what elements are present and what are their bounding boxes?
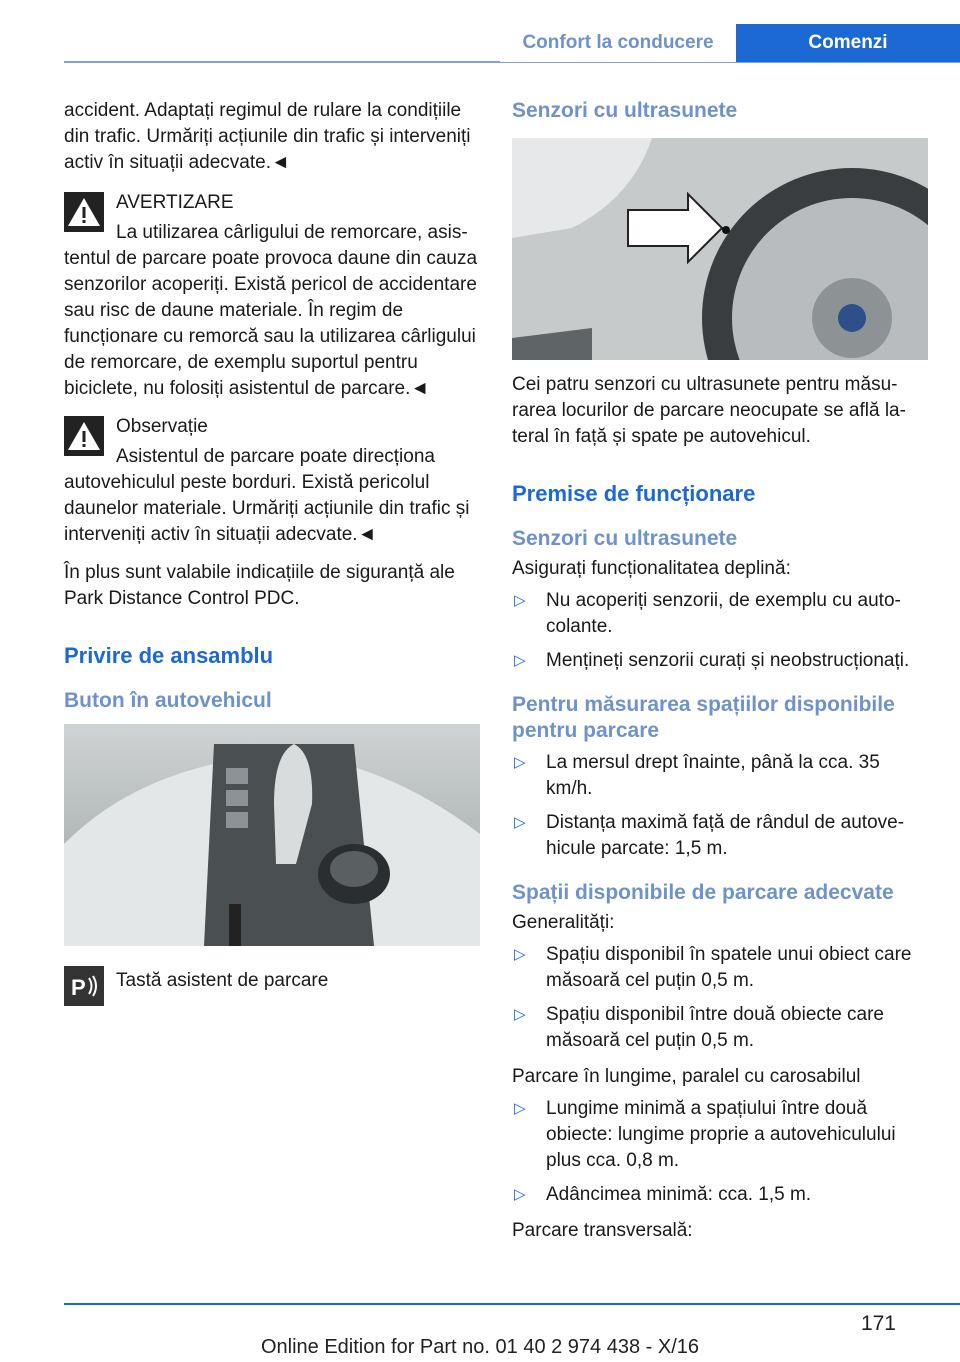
footer-edition: Online Edition for Part no. 01 40 2 974 438 - X/16 (260, 1336, 700, 1358)
sensor-photo (512, 138, 928, 360)
notice-block (64, 414, 480, 548)
button-caption-row (64, 966, 480, 1000)
parking-assistant-icon (64, 966, 104, 1006)
list-item: ▷ Adâncimea minimă: cca. 1,5 m. (512, 1182, 928, 1208)
warning-title: AVERTIZARE (116, 192, 234, 213)
notice-title: Observație (116, 416, 208, 437)
sensors-text: Cei patru senzori cu ultrasunete pentru măsurarea locurilor de parcare neocupate se află lateral în față și spate pe autovehicul. (512, 374, 906, 447)
list-item: ▷ Lungime minimă a spațiului între două obiecte: lungime proprie a autovehiculului plus cca. 0,8 m. (514, 1098, 896, 1171)
triangle-bullet-icon: ▷ (514, 814, 526, 831)
overview-heading: Privire de ansamblu (64, 643, 274, 668)
warning-block (64, 190, 480, 402)
button-caption: Tastă asistent de parcare (116, 970, 329, 991)
spaces-heading: Spații disponibile de parcare adecvate (512, 881, 894, 904)
list-item: ▷ Spațiu disponibil între două obiecte care măsoară cel puțin 0,5 m. (514, 1004, 885, 1051)
button-heading: Buton în autovehicul (64, 689, 272, 712)
notice-body: Asistentul de parcare poate direcționa autovehiculul peste borduri. Există pericolul daunelor materiale. Urmăriți acțiunile din trafic și interveniți activ în situații adecvate.◄ (64, 446, 470, 545)
list-item: ▷ Spațiu disponibil în spatele unui obiect care măsoară cel puțin 0,5 m. (514, 944, 912, 991)
list-item: ▷ Distanța maximă față de rândul de autovehicule parcate: 1,5 m. (514, 812, 905, 859)
warning-triangle-icon (64, 416, 104, 456)
warning-body: La utilizarea cârligului de remorcare, asistentul de parcare poate provoca daune din cauza senzorilor acoperiți. Există pericol de accidentare sau risc de daune materiale. În regim de funcționare cu remorcă sau la utilizarea cârligului de remorcare, de exemplu suportul pentru biciclete, nu folosiți asistentul de parcare.◄ (64, 222, 478, 399)
triangle-bullet-icon: ▷ (514, 652, 526, 669)
right-column (512, 98, 928, 1244)
safety-paragraph: În plus sunt valabile indicațiile de siguranță ale Park Distance Control PDC. (64, 562, 455, 609)
list-item: ▷ La mersul drept înainte, până la cca. 35 km/h. (514, 752, 880, 799)
svg-text:P: P (71, 975, 86, 1000)
sensors-subheading: Senzori cu ultrasunete (512, 527, 738, 550)
warning-triangle-icon (64, 192, 104, 232)
intro-paragraph: accident. Adaptați regimul de rulare la condițiile din trafic. Urmăriți acțiunile din trafic și interveniți activ în situații adecvate.◄ (64, 100, 471, 173)
sensors-heading: Senzori cu ultrasunete (512, 99, 738, 122)
triangle-bullet-icon: ▷ (514, 754, 526, 771)
left-column (64, 98, 480, 1000)
header-section-tab: Confort la conducere (500, 24, 736, 62)
measure-list (512, 750, 928, 862)
general-text: Generalități: (512, 912, 615, 933)
sensor-list (512, 588, 928, 674)
footer-rule (64, 1303, 960, 1305)
console-photo (64, 724, 480, 946)
parallel-text: Parcare în lungime, paralel cu carosabilul (512, 1066, 861, 1087)
premises-heading: Premise de funcționare (512, 481, 756, 506)
list-item: ▷ Nu acoperiți senzorii, de exemplu cu autocolante. (514, 590, 901, 637)
transverse-text: Parcare transversală: (512, 1220, 693, 1241)
parallel-list (512, 1096, 928, 1208)
triangle-bullet-icon: ▷ (514, 592, 526, 609)
page-number: 171 (860, 1312, 896, 1335)
triangle-bullet-icon: ▷ (514, 1100, 526, 1117)
triangle-bullet-icon: ▷ (514, 1186, 526, 1203)
ensure-text: Asigurați funcționalitatea deplină: (512, 558, 791, 579)
triangle-bullet-icon: ▷ (514, 1006, 526, 1023)
general-list (512, 942, 928, 1054)
triangle-bullet-icon: ▷ (514, 946, 526, 963)
list-item: ▷ Mențineți senzorii curați și neobstrucționați. (512, 648, 928, 674)
measure-heading: Pentru măsurarea spațiilor disponibile pentru parcare (512, 693, 895, 742)
header-active-tab: Comenzi (736, 24, 960, 62)
